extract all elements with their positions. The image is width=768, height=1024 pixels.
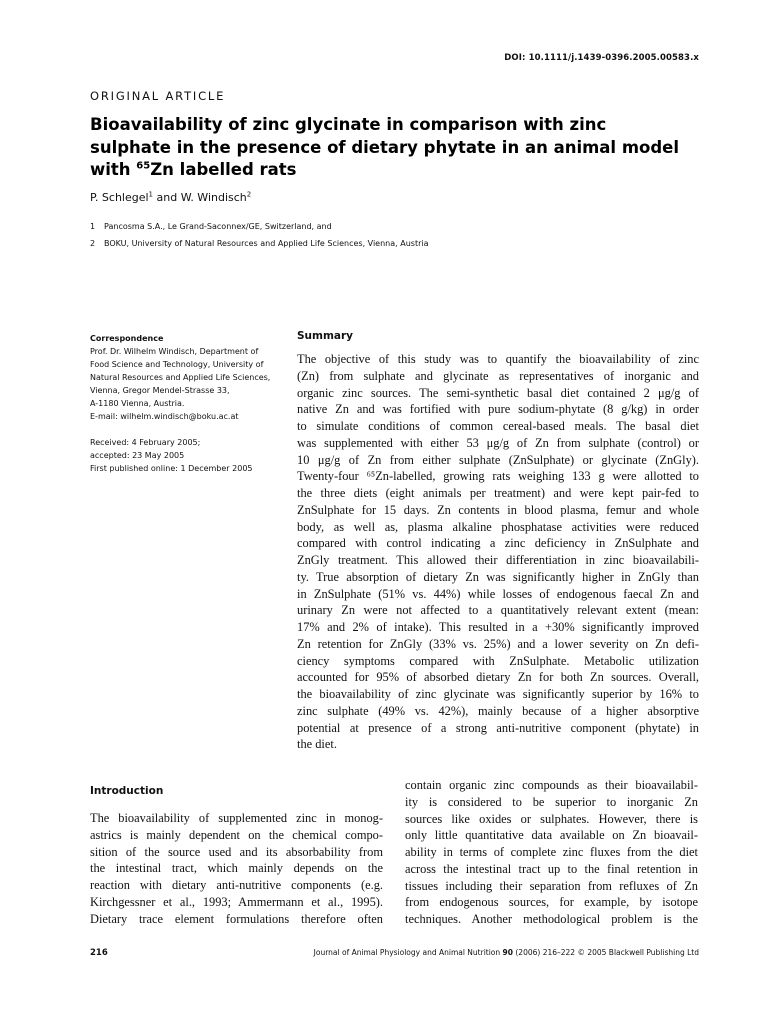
affiliation-number: 1 (90, 222, 96, 231)
summary-line: the bioavailability of zinc glycinate was significantly superior by 16% to (297, 687, 699, 701)
summary-line: urinary Zn were not affected to a quantitatively relevant extent (mean: (297, 603, 699, 618)
publication-history (90, 436, 285, 475)
journal-citation (314, 948, 699, 957)
affiliation-number: 2 (90, 239, 96, 248)
summary-line: (Zn) from sulphate and glycinate as representatives of inorganic and (297, 368, 699, 383)
summary-line: 17% and 2% of intake). This resulted in a +30% significantly improved (297, 620, 699, 634)
summary-heading: Summary (297, 330, 354, 342)
summary-line: the diet. (297, 737, 337, 752)
doi: DOI: 10.1111/j.1439-0396.2005.00583.x (504, 53, 699, 63)
body-line: Dietary trace element formulations therefore often (90, 911, 383, 926)
correspondence-line: Natural Resources and Applied Life Sciences, (90, 373, 271, 382)
correspondence-heading: Correspondence (90, 334, 164, 343)
title-line-1: Bioavailability of zinc glycinate in comparison with zinc (90, 115, 607, 134)
affiliation-1 (90, 218, 429, 235)
affiliation-2 (90, 235, 429, 252)
summary-line: ciency symptoms compared with ZnSulphate. Metabolic utilization (297, 653, 699, 668)
summary-line: ZnGly treatment. This allowed their differentiation in zinc bioavailabili- (297, 553, 699, 567)
page-number: 216 (90, 948, 108, 958)
summary-body (297, 351, 699, 753)
author-2-affil: 2 (246, 190, 252, 199)
received-date: Received: 4 February 2005; (90, 438, 201, 447)
body-line: ity is considered to be superior to inorganic Zn (405, 794, 698, 809)
affiliation-text: Pancosma S.A., Le Grand-Saconnex/GE, Switzerland, and (104, 222, 332, 231)
correspondence-line: A-1180 Vienna, Austria. (90, 399, 185, 408)
summary-line: was supplemented with either 53 μg/g of Zn from sulphate (control) or (297, 435, 699, 450)
body-line: techniques. Another methodological problem is the (405, 912, 698, 926)
body-line: Kirchgessner et al., 1993; Ammermann et al., 1995). (90, 894, 383, 909)
summary-line: potential at presence of a strong anti-nutritive component (phytate) in (297, 720, 699, 735)
correspondence-line: Food Science and Technology, University of (90, 360, 264, 369)
published-date: First published online: 1 December 2005 (90, 464, 253, 473)
correspondence-line: Vienna, Gregor Mendel-Strasse 33, (90, 386, 230, 395)
summary-line: body, as well as, plasma alkaline phosphatase activities were reduced (297, 519, 699, 534)
summary-line: Twenty-four ⁶⁵Zn-labelled, growing rats weighing 133 g were allotted to (297, 469, 699, 484)
body-line: ability in terms of complete zinc fluxes from the diet (405, 845, 698, 859)
title-line-3-pre: with (90, 160, 137, 179)
body-line: sources like oxides or sulphates. However, there is (405, 811, 698, 826)
journal-name: Journal of Animal Physiology and Animal Nutrition (313, 948, 503, 957)
accepted-date: accepted: 23 May 2005 (90, 451, 185, 460)
body-line: from endogenous sources, for example, by isotope (405, 895, 698, 910)
correspondence-line: Prof. Dr. Wilhelm Windisch, Department of (90, 347, 259, 356)
summary-line: organic zinc sources. The semi-synthetic basal diet contained 2 μg/g of (297, 385, 699, 400)
title-line-3 (90, 159, 710, 182)
journal-volume: 90 (502, 948, 513, 957)
summary-line: the three diets (eight animals per treatment) and were kept pair-fed to (297, 486, 699, 500)
affiliation-text: BOKU, University of Natural Resources and Applied Life Sciences, Vienna, Austria (104, 239, 429, 248)
article-type: ORIGINAL ARTICLE (90, 89, 226, 103)
body-line: reaction with dietary anti-nutritive components (e.g. (90, 878, 383, 892)
title-line-3-post: Zn labelled rats (150, 160, 297, 179)
body-line: The bioavailability of supplemented zinc in monog- (90, 811, 383, 825)
summary-line: native Zn and was fortified with pure sodium-phytate (8 g/kg) in order (297, 402, 699, 417)
title-line-2: sulphate in the presence of dietary phytate in an animal model (90, 137, 680, 157)
journal-pages-copyright: (2006) 216–222 © 2005 Blackwell Publishing Ltd (512, 948, 699, 957)
summary-line: to simulate conditions of common cereal-based meals. The basal diet (297, 419, 699, 433)
body-line: contain organic zinc compounds as their bioavailabil- (405, 778, 698, 792)
body-line: only little quantitative data available on Zn bioavail- (405, 828, 698, 843)
correspondence-email[interactable]: E-mail: wilhelm.windisch@boku.ac.at (90, 412, 239, 421)
summary-line: ZnSulphate for 15 days. Zn contents in blood plasma, femur and whole (297, 502, 699, 517)
summary-line: zinc sulphate (49% vs. 42%), mainly because of a higher absorptive (297, 703, 699, 718)
summary-line: The objective of this study was to quantify the bioavailability of zinc (297, 352, 699, 366)
introduction-left-column (90, 810, 383, 927)
body-line: sition of the source used and its absorbability from (90, 844, 383, 859)
summary-line: accounted for 95% of absorbed dietary Zn for both Zn sources. Overall, (297, 670, 699, 685)
author-1-affil: 1 (148, 190, 154, 199)
affiliations (90, 218, 429, 252)
author-1: P. Schlegel (90, 191, 149, 204)
summary-line: Zn retention for ZnGly (33% vs. 25%) and a lower severity on Zn defi- (297, 636, 699, 651)
isotope-superscript: 65 (136, 160, 151, 172)
summary-line: 10 μg/g of Zn from either sulphate (ZnSulphate) or glycinate (ZnGly). (297, 452, 699, 467)
summary-line: in ZnSulphate (51% vs. 44%) while losses of endogenous faecal Zn and (297, 586, 699, 601)
authors (90, 191, 251, 204)
correspondence-sidebar (90, 332, 285, 488)
introduction-heading: Introduction (90, 785, 164, 797)
body-line: across the intestinal tract up to the final retention in (405, 861, 698, 876)
body-line: tissues including their separation from refluxes of Zn (405, 878, 698, 893)
correspondence-block (90, 332, 285, 423)
introduction-right-column (405, 777, 698, 928)
author-2: and W. Windisch (153, 191, 247, 204)
article-title (90, 114, 710, 182)
summary-line: compared with control indicating a zinc deficiency in ZnSulphate and (297, 536, 699, 551)
summary-line: ty. True absorption of dietary Zn was significantly higher in ZnGly than (297, 569, 699, 584)
body-line: the intestinal tract, which mainly depends on the (90, 861, 383, 876)
body-line: astrics is mainly dependent on the chemical compo- (90, 827, 383, 842)
